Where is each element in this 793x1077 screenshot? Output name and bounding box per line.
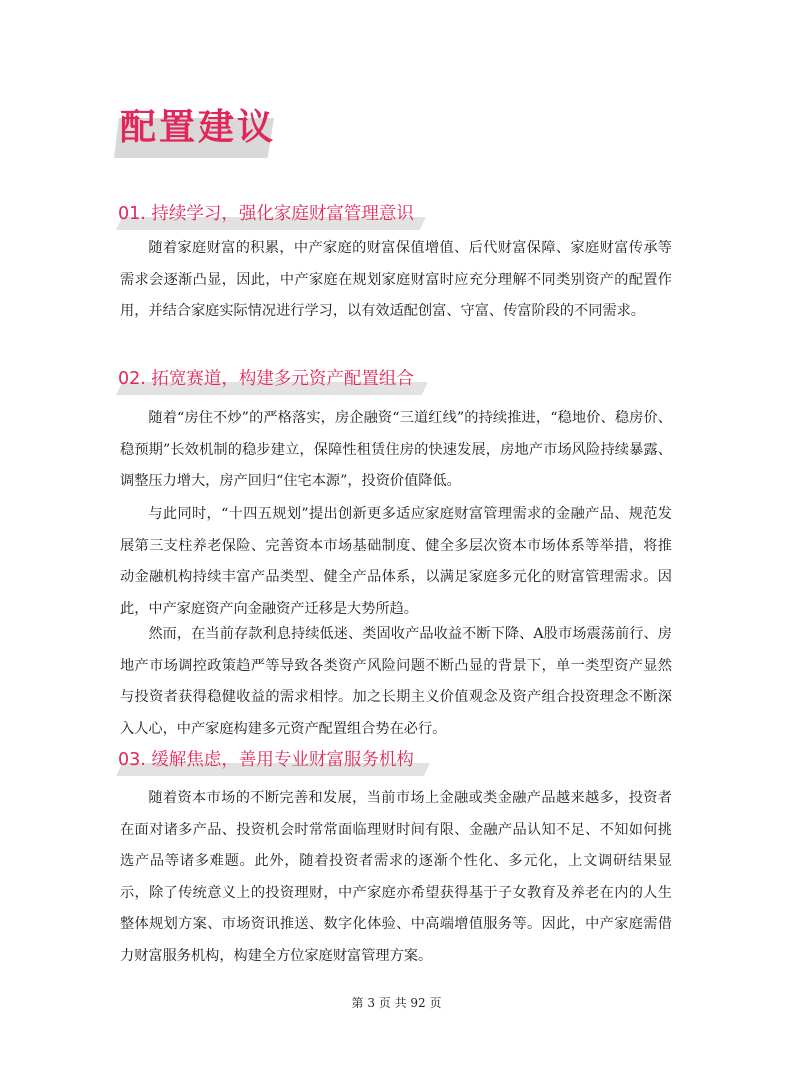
section-heading-text: 02. 拓宽赛道，构建多元资产配置组合 — [118, 369, 414, 389]
section-heading-3 — [116, 746, 430, 776]
page-number-footer: 第 3 页 共 92 页 — [351, 996, 442, 1010]
section-heading-text: 01. 持续学习，强化家庭财富管理意识 — [118, 204, 414, 224]
paragraph: 随着资本市场的不断完善和发展，当前市场上金融或类金融产品越来越多，投资者在面对诸多产品、投资机会时常常面临理财时间有限、金融产品认知不足、不知如何挑选产品等诸多难题。此外，随着投资者需求的逐渐个性化、多元化，上文调研结果显示，除了传统意义上的投资理财，中产家庭亦希望获得基于子女教育及养老在内的人生整体规划方案、市场资讯推送、数字化体验、中高端增值服务等。因此，中产家庭需借力财富服务机构，构建全方位家庭财富管理方案。 — [120, 790, 672, 964]
paragraph: 然而，在当前存款利息持续低迷、类固收产品收益不断下降、A股市场震荡前行、房地产市场调控政策趋严等导致各类资产风险问题不断凸显的背景下，单一类型资产显然与投资者获得稳健收益的需求相悖。加之长期主义价值观念及资产组合投资理念不断深入人心，中产家庭构建多元资产配置组合势在必行。 — [120, 626, 672, 737]
section-heading-text: 03. 缓解焦虑，善用专业财富服务机构 — [118, 750, 414, 770]
paragraph: 随着家庭财富的积累，中产家庭的财富保值增值、后代财富保障、家庭财富传承等需求会逐渐凸显，因此，中产家庭在规划家庭财富时应充分理解不同类别资产的配置作用，并结合家庭实际情况进行学习，以有效适配创富、守富、传富阶段的不同需求。 — [120, 240, 672, 320]
page-title-block — [114, 104, 284, 156]
paragraph: 与此同时，“十四五规划”提出创新更多适应家庭财富管理需求的金融产品、规范发展第三支柱养老保险、完善资本市场基础制度、健全多层次资本市场体系等举措，将推动金融机构持续丰富产品类型、健全产品体系，以满足家庭多元化的财富管理需求。因此，中产家庭资产向金融资产迁移是大势所趋。 — [120, 506, 672, 617]
page-title: 配置建议 — [120, 107, 277, 148]
section-heading-1 — [116, 200, 426, 230]
section-heading-2 — [116, 365, 428, 395]
paragraph: 随着“房住不炒”的严格落实，房企融资“三道红线”的持续推进，“稳地价、稳房价、稳预期”长效机制的稳步建立，保障性租赁住房的快速发展，房地产市场风险持续暴露、调整压力增大，房产回归“住宅本源”，投资价值降低。 — [120, 410, 672, 490]
